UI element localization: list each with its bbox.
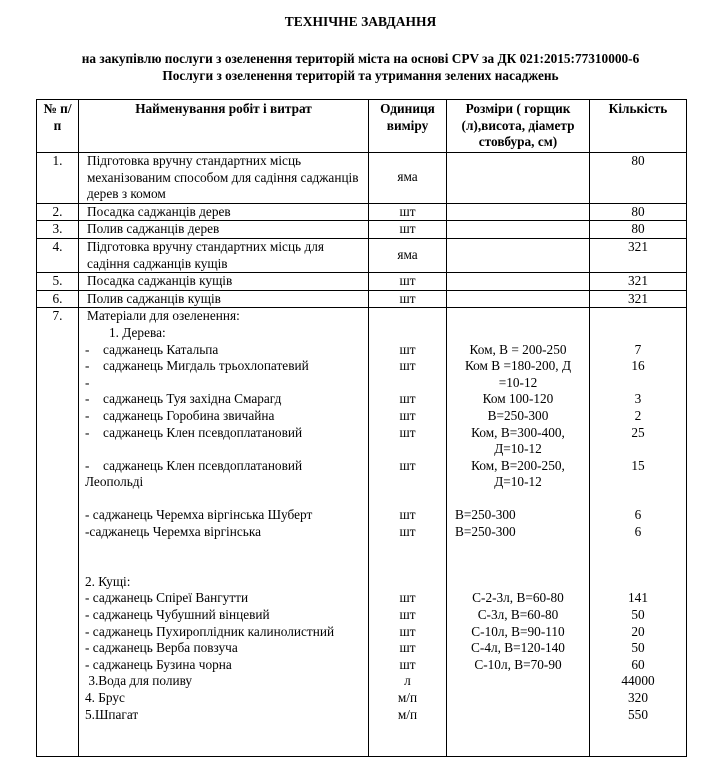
row-size [447,153,590,204]
subtitle-line-2: Послуги з озеленення територій та утримання зелених насаджень [162,68,559,83]
header-num: № п/п [37,100,79,153]
row-unit: шт [369,203,447,221]
header-size: Розміри ( горщик (л),висота, діаметр стовбура, см) [447,100,590,153]
row-size [447,290,590,308]
subtitle-line-1: на закупівлю послуги з озеленення територій міста на основі CPV за ДК 021:2015:77310000-6 [81,51,640,66]
materials-row [37,308,687,757]
row-unit: шт [369,290,447,308]
table-row [37,290,687,308]
list-item: - саджанець Клен псевдоплатановий [85,424,303,440]
row-qty: 321 [590,290,687,308]
list-item: 4. Брус [85,690,125,705]
row-qty: 80 [590,153,687,204]
table-row [37,238,687,272]
row-name: Посадка саджанців кущів [79,273,369,291]
row-name: Підготовка вручну стандартних місць для садіння саджанців кущів [79,238,369,272]
header-name: Найменування робіт і витрат [79,100,369,153]
document-title: ТЕХНІЧНЕ ЗАВДАННЯ [284,14,437,29]
materials-names [79,308,369,757]
row-num: 6. [37,290,79,308]
row-unit: яма [369,153,447,204]
table-row [37,203,687,221]
row-num: 2. [37,203,79,221]
row-unit: шт [369,221,447,239]
row-size [447,273,590,291]
row-qty: 321 [590,238,687,272]
shrubs-heading: 2. Кущі: [85,573,131,589]
row-size [447,221,590,239]
row-unit: яма [369,238,447,272]
row-num: 7. [37,308,79,757]
materials-units: шт шт шт шт шт шт шт шт шт шт шт шт шт л м/п м/п [369,308,447,757]
list-item: - саджанець Катальпа [85,341,219,357]
list-item: - саджанець Клен псевдоплатановий [85,457,303,473]
list-item: - [85,374,90,390]
document-subtitle [0,50,721,84]
list-item: - саджанець Черемха віргінська Шуберт [85,507,313,523]
list-item: - саджанець Спіреї Вангутти [85,590,249,606]
materials-qty: 7 16 3 2 25 15 6 6 141 50 20 50 60 44000 320 550 [590,308,687,757]
row-unit: шт [369,273,447,291]
materials-heading: Матеріали для озеленення: [87,308,240,324]
row-qty: 80 [590,221,687,239]
row-num: 5. [37,273,79,291]
table-row [37,273,687,291]
row-name: Посадка саджанців дерев [79,203,369,221]
materials-sizes: Ком, В = 200-250 Ком В =180-200, Д =10-12 Ком 100-120 В=250-300 Ком, В=300-400, Д=10-12 Ком, В=200-250, Д=10-12 В=250-300 В=250-300 С-2-3л, В=60-80 С-3л, В=60-80 С-10л, В=90-110 С-4л, В=120-140 С-10л, В=70-90 [447,308,590,757]
row-num: 3. [37,221,79,239]
list-item: - саджанець Чубушний вінцевий [85,607,270,623]
list-item: 5.Шпагат [85,706,139,722]
table-row [37,221,687,239]
list-item: - саджанець Мигдаль трьохлопатевий [85,358,309,374]
list-item: 3.Вода для поливу [85,673,193,689]
trees-heading: 1. Дерева: [109,324,166,340]
row-name: Полив саджанців дерев [79,221,369,239]
list-item: - саджанець Горобина звичайна [85,407,275,423]
list-item-continued: Леопольді [85,474,144,490]
table-header-row [37,100,687,153]
row-num: 4. [37,238,79,272]
header-unit: Одиниця виміру [369,100,447,153]
row-size [447,238,590,272]
spec-table [36,99,687,757]
list-item: -саджанець Черемха віргінська [85,524,261,540]
list-item: - саджанець Бузина чорна [85,656,232,672]
list-item: - саджанець Туя західна Смарагд [85,391,282,407]
row-name: Полив саджанців кущів [79,290,369,308]
row-size [447,203,590,221]
row-num: 1. [37,153,79,204]
list-item: - саджанець Верба повзуча [85,640,238,656]
list-item: - саджанець Пухироплідник калинолистний [85,623,335,639]
row-name: Підготовка вручну стандартних місць механізованим способом для садіння саджанців дерев з комом [79,153,369,204]
row-qty: 80 [590,203,687,221]
header-qty: Кількість [590,100,687,153]
row-qty: 321 [590,273,687,291]
table-row [37,153,687,204]
